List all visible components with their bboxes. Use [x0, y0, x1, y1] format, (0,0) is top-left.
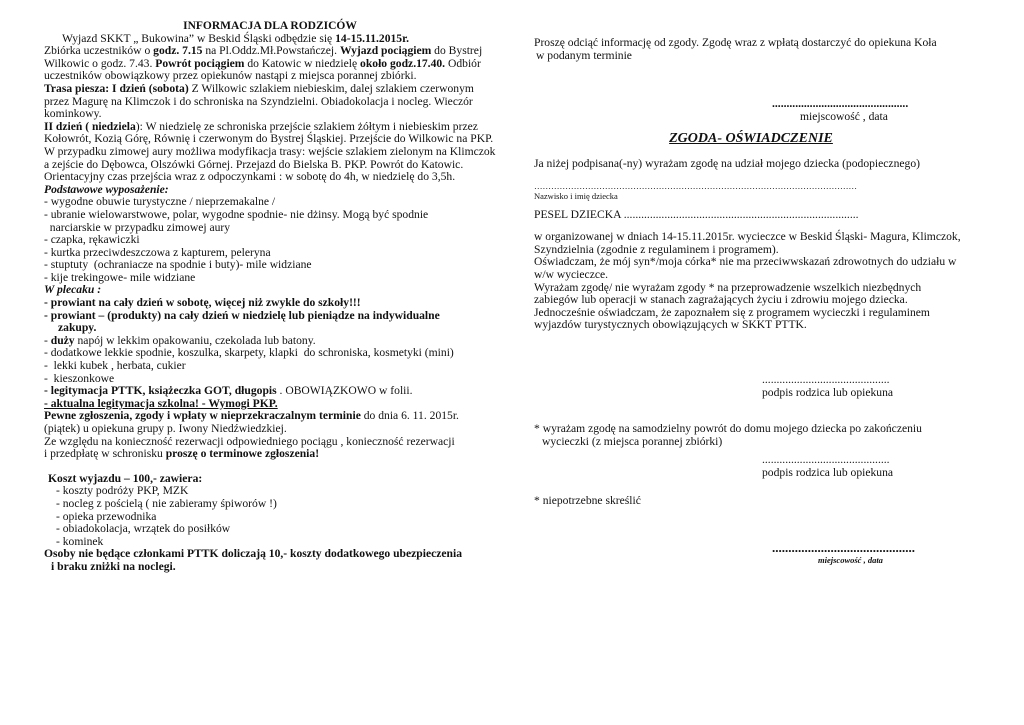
text-bold: duży — [50, 333, 75, 347]
list-item: - obiadokolacja, wrzątek do posiłków — [56, 522, 231, 536]
text: do dnia 6. 11. 2015r. — [360, 409, 459, 423]
list-item: zakupy. — [58, 321, 97, 335]
trasa-paragraph — [44, 83, 496, 121]
reservation-line: Ze względu na konieczność rezerwacji odpowiedniego pociągu , konieczność rezerwacji — [44, 434, 455, 448]
consent-statement: Ja niżej podpisana(-ny) wyrażam zgodę na udział mojego dziecka (podopiecznego) — [534, 156, 920, 170]
text: i przedpłatę w schronisku — [44, 447, 166, 461]
reservation-line-2 — [44, 448, 496, 461]
consent-column — [534, 37, 994, 565]
signature-label-2: podpis rodzica lub opiekuna — [762, 465, 894, 479]
consent-title: ZGODA- OŚWIADCZENIE — [669, 131, 833, 147]
list-item — [44, 385, 496, 398]
list-item: - wygodne obuwie turystyczne / nieprzemakalne / — [44, 195, 276, 209]
insurance-note: Osoby nie będące członkami PTTK doliczają 10,- koszty dodatkowego ubezpieczenia — [44, 547, 463, 561]
text: napój w lekkim opakowaniu, czekolada lub batony. — [74, 333, 316, 347]
trip-info: w organizowanej w dniach 14-15.11.2015r. wycieczce w Beskid Śląski- Magura, Klimczok, — [534, 230, 961, 244]
time-estimate: Orientacyjny czas przejścia wraz z odpoczynkami : w sobotę do 4h, w niedzielę do 3,5h. — [44, 170, 456, 184]
text: do Bystrej Wilkowic o godz. 7.43. — [44, 44, 483, 70]
cut-instruction: Proszę odciąć informację od zgody. Zgodę wraz z wpłatą dostarczyć do opiekuna Koła — [534, 36, 937, 49]
list-item: - prowiant na cały dzień w sobotę, więcej niż zwykle do szkoły!!! — [44, 296, 361, 310]
insurance-note-2: i braku zniżki na noclegi. — [51, 559, 176, 573]
list-item: - lekki kubek , herbata, cukier — [44, 359, 186, 373]
list-item: - koszty podróży PKP, MZK — [56, 484, 189, 498]
text-bold: Powrót pociągiem — [155, 56, 245, 70]
place-date-dots-2[interactable]: ............................................ — [772, 540, 915, 556]
child-name-field[interactable]: …………………………………………………………………………………………………… — [534, 180, 857, 191]
list-item: - opieka przewodnika — [56, 509, 157, 523]
pesel-field[interactable]: PESEL DZIECKA ................................................................................. — [534, 208, 859, 221]
list-item: - stuptuty (ochraniacze na spodnie i buty)- mile widziane — [44, 258, 312, 272]
return-consent-2: wycieczki (z miejsca porannej zbiórki) — [542, 434, 723, 448]
trasa-label: Trasa piesza: I dzień (sobota) — [44, 81, 189, 95]
text: - — [44, 333, 51, 347]
list-item: - prowiant – (produkty) na cały dzień w niedzielę lub pieniądze na indywidualne — [44, 308, 440, 322]
health-statement-2: w/w wycieczce. — [534, 267, 609, 281]
signature-dots-1[interactable]: ............................................ — [762, 372, 890, 386]
list-item: - nocleg z pościelą ( nie zabieramy śpiworów !) — [56, 496, 277, 510]
text-bold: około godz.17.40. — [360, 56, 446, 70]
text: na Pl.Oddz.Mł.Powstańczej. — [202, 44, 340, 58]
text: Wyjazd SKKT „ Bukowina” w Beskid Śląski odbędzie się — [62, 31, 336, 45]
signature-label-1: podpis rodzica lub opiekuna — [762, 385, 894, 399]
list-item: - kieszonkowe — [44, 371, 115, 385]
list-item: - ubranie wielowarstwowe, polar, wygodne spodnie- nie dżinsy. Mogą być spodnie — [44, 207, 429, 221]
rules-statement-2: wyjazdów turystycznych obowiązujących w SKKT PTTK. — [534, 318, 807, 332]
list-item: - dodatkowe lekkie spodnie, koszulka, skarpety, klapki do schroniska, kosmetyki (mini) — [44, 346, 454, 360]
day2-label: II dzień ( niedziela — [44, 119, 136, 133]
equipment-list — [44, 196, 496, 284]
equipment-title: Podstawowe wyposażenie: — [44, 182, 169, 196]
health-statement: Oświadczam, że mój syn*/moja córka* nie ma przeciwwskazań zdrowotnych do udziału w — [534, 255, 957, 269]
strike-note: * niepotrzebne skreślić — [534, 494, 641, 508]
rules-statement: Jednocześnie oświadczam, że zapoznałem się z programem wycieczki i regulaminem — [534, 305, 930, 319]
text-bold: - legitymacja PTTK, książeczka GOT, długopis — [44, 384, 277, 398]
day2-paragraph — [44, 121, 496, 171]
text: do Katowic w niedzielę — [244, 56, 361, 70]
info-column — [44, 20, 496, 574]
list-item: - kominek — [56, 534, 104, 548]
list-item: - czapka, rękawiczki — [44, 233, 140, 247]
cut-instruction-2: w podanym terminie — [536, 48, 632, 62]
text: Odbiór uczestników obowiązkowy przez opiekunów nastąpi z miejsca poranne​j zbiórki. — [44, 56, 481, 83]
deadline-line-2: (piątek) u opiekuna grupy p. Iwony Niedźwiedzkiej. — [44, 422, 287, 435]
text-date: 14-15.11.2015r. — [335, 31, 410, 45]
text-bold: Wyjazd pociągiem — [339, 44, 432, 58]
list-item: narciarskie w przypadku zimowej aury — [44, 220, 231, 234]
info-paragraph-1 — [44, 33, 496, 83]
list-item: - aktualna legitymacja szkolna! - Wymogi PKP. — [44, 396, 278, 410]
list-item: - kurtka przeciwdeszczowa z kapturem, peleryna — [44, 245, 271, 259]
text-time: godz. 7.15 — [153, 44, 203, 58]
place-date-label: miejscowość , data — [800, 109, 888, 123]
text-bold: proszę o terminowe zgłoszenia! — [165, 447, 320, 461]
place-date-dots[interactable]: ............................................... — [772, 97, 909, 111]
treatment-consent: Wyrażam zgodę/ nie wyrażam zgody * na przeprowadzenie wszelkich niezbędnych — [534, 280, 922, 294]
treatment-consent-2: zabiegów lub operacji w stanach zagrażających życiu i zdrowiu mojego dziecka. — [534, 293, 908, 307]
text: Zbiórka uczestników o — [44, 44, 154, 58]
text: . OBOWIĄZKOWO w folii. — [276, 384, 413, 398]
info-title: INFORMACJA DLA RODZICÓW — [183, 20, 357, 32]
text-bold: Pewne zgłoszenia, zgody i wpłaty w nieprzekraczalnym terminie — [44, 409, 361, 423]
backpack-title: W plecaku : — [44, 283, 102, 297]
list-item: - kije trekingowe- mile widziane — [44, 270, 196, 284]
return-consent: * wyrażam zgodę na samodzielny powrót do domu mojego dziecka po zakończeniu — [534, 422, 922, 436]
cost-title: Koszt wyjazdu – 100,- zawiera: — [48, 471, 203, 485]
day2-text: ): W niedzielę ze schroniska przejście szlakiem żółtym i niebieskim przez Kołowrót, Kozią Górę, Równię i czerwonym do Bystrej Śląskiej. Przejście do Wilkowic na PKP. W przypadku zimowej aury możliwa modyfikacja trasy: wejście szlakiem zielonym na Klimczok a zejście do Dębowca, Olszówki Górnej. Przejazd do Bielska B. PKP. Powrót do Katowic. — [44, 119, 496, 171]
trip-info-2: Szyndzielnia (zgodnie z regulaminem i programem). — [534, 242, 779, 256]
place-date-label-2: miejscowość , data — [818, 554, 883, 565]
trasa-text: Z Wilkowic szlakiem niebieskim, dalej szlakiem czerwonym przez Magurę na Klimczok i do schroniska na Szyndzielni. Obiadokolacja i nocleg. Wieczór kominkowy. — [44, 81, 474, 121]
signature-dots-2[interactable]: ............................................ — [762, 453, 890, 467]
child-name-label: Nazwisko i imię dziecka — [534, 190, 618, 201]
